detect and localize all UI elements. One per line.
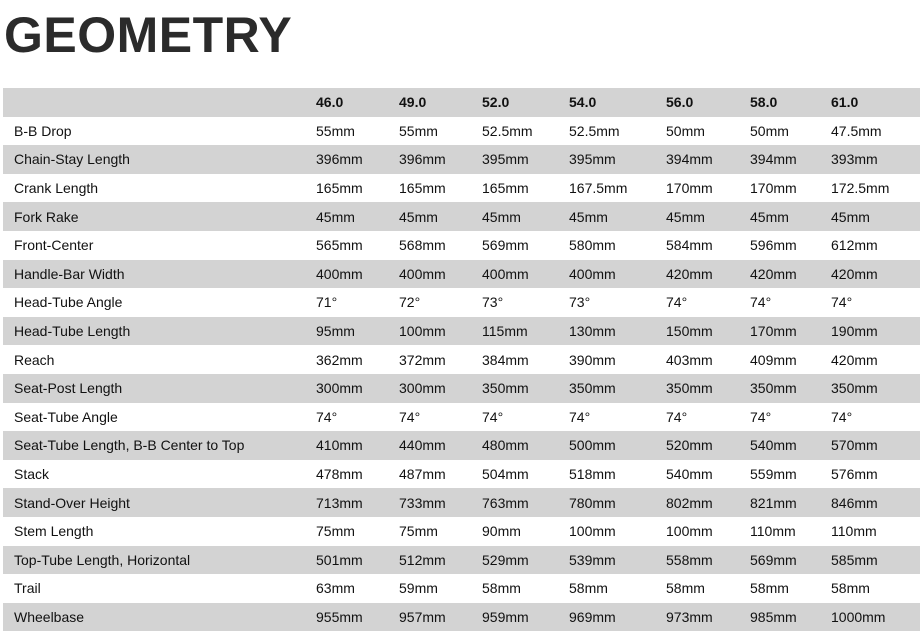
value-cell: 733mm xyxy=(399,494,446,511)
value-cell: 170mm xyxy=(666,180,713,197)
value-cell: 395mm xyxy=(482,151,529,168)
value-cell: 74° xyxy=(482,408,504,425)
value-cell: 72° xyxy=(399,294,421,311)
value-cell: 596mm xyxy=(750,237,797,254)
value-cell: 580mm xyxy=(569,237,616,254)
table-header-row xyxy=(3,88,920,117)
page-title: GEOMETRY xyxy=(4,7,293,63)
value-cell: 300mm xyxy=(316,380,363,397)
value-cell: 539mm xyxy=(569,551,616,568)
value-cell: 58mm xyxy=(666,580,705,597)
value-cell: 47.5mm xyxy=(831,122,882,139)
value-cell: 713mm xyxy=(316,494,363,511)
table-row xyxy=(3,117,920,146)
value-cell: 63mm xyxy=(316,580,355,597)
value-cell: 74° xyxy=(666,408,688,425)
table-row xyxy=(3,374,920,403)
table-row xyxy=(3,546,920,575)
value-cell: 540mm xyxy=(666,466,713,483)
value-cell: 74° xyxy=(750,294,772,311)
value-cell: 58mm xyxy=(750,580,789,597)
value-cell: 440mm xyxy=(399,437,446,454)
value-cell: 190mm xyxy=(831,323,878,340)
table-row xyxy=(3,145,920,174)
row-label: Head-Tube Length xyxy=(14,323,131,340)
value-cell: 100mm xyxy=(399,323,446,340)
table-row xyxy=(3,488,920,517)
value-cell: 74° xyxy=(750,408,772,425)
value-cell: 110mm xyxy=(750,523,796,540)
value-cell: 576mm xyxy=(831,466,878,483)
value-cell: 518mm xyxy=(569,466,616,483)
value-cell: 957mm xyxy=(399,608,446,625)
value-cell: 50mm xyxy=(666,122,705,139)
value-cell: 100mm xyxy=(666,523,713,540)
value-cell: 565mm xyxy=(316,237,363,254)
row-label: Stem Length xyxy=(14,523,94,540)
table-row xyxy=(3,460,920,489)
value-cell: 45mm xyxy=(750,208,789,225)
value-cell: 512mm xyxy=(399,551,446,568)
value-cell: 403mm xyxy=(666,351,713,368)
table-row xyxy=(3,403,920,432)
row-label: Wheelbase xyxy=(14,608,85,625)
value-cell: 100mm xyxy=(569,523,616,540)
table-row xyxy=(3,317,920,346)
table-row xyxy=(3,231,920,260)
value-cell: 393mm xyxy=(831,151,878,168)
geometry-table xyxy=(3,88,920,631)
value-cell: 420mm xyxy=(831,351,878,368)
value-cell: 172.5mm xyxy=(831,180,890,197)
value-cell: 959mm xyxy=(482,608,529,625)
size-header-cell: 52.0 xyxy=(482,94,510,111)
row-label: Front-Center xyxy=(14,237,94,254)
row-label: Reach xyxy=(14,351,55,368)
value-cell: 165mm xyxy=(316,180,363,197)
value-cell: 45mm xyxy=(316,208,355,225)
value-cell: 74° xyxy=(399,408,421,425)
value-cell: 74° xyxy=(831,294,853,311)
value-cell: 50mm xyxy=(750,122,789,139)
value-cell: 846mm xyxy=(831,494,878,511)
value-cell: 570mm xyxy=(831,437,878,454)
value-cell: 390mm xyxy=(569,351,616,368)
value-cell: 350mm xyxy=(750,380,797,397)
row-label: Head-Tube Angle xyxy=(14,294,123,311)
value-cell: 400mm xyxy=(316,265,363,282)
value-cell: 52.5mm xyxy=(482,122,533,139)
table-row xyxy=(3,345,920,374)
size-header-cell: 46.0 xyxy=(316,94,344,111)
row-label: Trail xyxy=(14,580,41,597)
value-cell: 165mm xyxy=(482,180,529,197)
value-cell: 74° xyxy=(666,294,688,311)
value-cell: 420mm xyxy=(666,265,713,282)
value-cell: 955mm xyxy=(316,608,363,625)
value-cell: 973mm xyxy=(666,608,713,625)
row-label: B-B Drop xyxy=(14,122,72,139)
table-row xyxy=(3,603,920,632)
value-cell: 478mm xyxy=(316,466,363,483)
row-label: Handle-Bar Width xyxy=(14,265,125,282)
table-row xyxy=(3,202,920,231)
value-cell: 585mm xyxy=(831,551,878,568)
value-cell: 396mm xyxy=(399,151,446,168)
value-cell: 110mm xyxy=(831,523,877,540)
size-header-cell: 54.0 xyxy=(569,94,597,111)
value-cell: 71° xyxy=(316,294,338,311)
value-cell: 59mm xyxy=(399,580,438,597)
value-cell: 75mm xyxy=(399,523,438,540)
row-label: Fork Rake xyxy=(14,208,79,225)
value-cell: 558mm xyxy=(666,551,713,568)
value-cell: 420mm xyxy=(831,265,878,282)
value-cell: 74° xyxy=(831,408,853,425)
value-cell: 45mm xyxy=(482,208,521,225)
value-cell: 95mm xyxy=(316,323,355,340)
value-cell: 396mm xyxy=(316,151,363,168)
row-label: Seat-Tube Angle xyxy=(14,408,118,425)
value-cell: 501mm xyxy=(316,551,363,568)
value-cell: 395mm xyxy=(569,151,616,168)
value-cell: 480mm xyxy=(482,437,529,454)
value-cell: 409mm xyxy=(750,351,797,368)
value-cell: 130mm xyxy=(569,323,616,340)
size-header-cell: 58.0 xyxy=(750,94,778,111)
row-label: Crank Length xyxy=(14,180,99,197)
value-cell: 569mm xyxy=(750,551,797,568)
value-cell: 540mm xyxy=(750,437,797,454)
value-cell: 821mm xyxy=(750,494,797,511)
row-label: Stand-Over Height xyxy=(14,494,130,511)
value-cell: 55mm xyxy=(399,122,438,139)
value-cell: 73° xyxy=(482,294,504,311)
value-cell: 584mm xyxy=(666,237,713,254)
row-label: Top-Tube Length, Horizontal xyxy=(14,551,191,568)
value-cell: 58mm xyxy=(569,580,608,597)
value-cell: 568mm xyxy=(399,237,446,254)
size-header-cell: 56.0 xyxy=(666,94,694,111)
row-label: Chain-Stay Length xyxy=(14,151,130,168)
value-cell: 559mm xyxy=(750,466,797,483)
value-cell: 170mm xyxy=(750,180,797,197)
value-cell: 384mm xyxy=(482,351,529,368)
value-cell: 420mm xyxy=(750,265,797,282)
header-label-cell xyxy=(3,88,316,117)
value-cell: 612mm xyxy=(831,237,878,254)
value-cell: 520mm xyxy=(666,437,713,454)
value-cell: 487mm xyxy=(399,466,446,483)
value-cell: 45mm xyxy=(831,208,870,225)
value-cell: 350mm xyxy=(831,380,878,397)
value-cell: 45mm xyxy=(399,208,438,225)
value-cell: 410mm xyxy=(316,437,363,454)
value-cell: 1000mm xyxy=(831,608,886,625)
value-cell: 985mm xyxy=(750,608,797,625)
value-cell: 350mm xyxy=(569,380,616,397)
table-row xyxy=(3,431,920,460)
table-row xyxy=(3,288,920,317)
value-cell: 170mm xyxy=(750,323,797,340)
value-cell: 165mm xyxy=(399,180,446,197)
value-cell: 90mm xyxy=(482,523,521,540)
size-header-cell: 61.0 xyxy=(831,94,859,111)
value-cell: 74° xyxy=(569,408,591,425)
row-label: Stack xyxy=(14,466,50,483)
value-cell: 55mm xyxy=(316,122,355,139)
value-cell: 150mm xyxy=(666,323,713,340)
value-cell: 802mm xyxy=(666,494,713,511)
value-cell: 75mm xyxy=(316,523,355,540)
value-cell: 73° xyxy=(569,294,591,311)
value-cell: 969mm xyxy=(569,608,616,625)
value-cell: 58mm xyxy=(482,580,521,597)
table-row xyxy=(3,260,920,289)
value-cell: 167.5mm xyxy=(569,180,628,197)
value-cell: 45mm xyxy=(666,208,705,225)
table-row xyxy=(3,517,920,546)
table-row xyxy=(3,174,920,203)
value-cell: 350mm xyxy=(482,380,529,397)
value-cell: 394mm xyxy=(666,151,713,168)
value-cell: 529mm xyxy=(482,551,529,568)
value-cell: 52.5mm xyxy=(569,122,620,139)
table-body xyxy=(3,117,920,632)
value-cell: 45mm xyxy=(569,208,608,225)
value-cell: 58mm xyxy=(831,580,870,597)
value-cell: 400mm xyxy=(569,265,616,282)
value-cell: 400mm xyxy=(399,265,446,282)
value-cell: 500mm xyxy=(569,437,616,454)
value-cell: 400mm xyxy=(482,265,529,282)
row-label: Seat-Tube Length, B-B Center to Top xyxy=(14,437,245,454)
value-cell: 372mm xyxy=(399,351,446,368)
value-cell: 780mm xyxy=(569,494,616,511)
value-cell: 362mm xyxy=(316,351,363,368)
value-cell: 569mm xyxy=(482,237,529,254)
value-cell: 763mm xyxy=(482,494,529,511)
table-row xyxy=(3,574,920,603)
value-cell: 74° xyxy=(316,408,338,425)
row-label: Seat-Post Length xyxy=(14,380,123,397)
value-cell: 504mm xyxy=(482,466,529,483)
value-cell: 350mm xyxy=(666,380,713,397)
size-header-cell: 49.0 xyxy=(399,94,427,111)
value-cell: 394mm xyxy=(750,151,797,168)
value-cell: 115mm xyxy=(482,323,528,340)
value-cell: 300mm xyxy=(399,380,446,397)
